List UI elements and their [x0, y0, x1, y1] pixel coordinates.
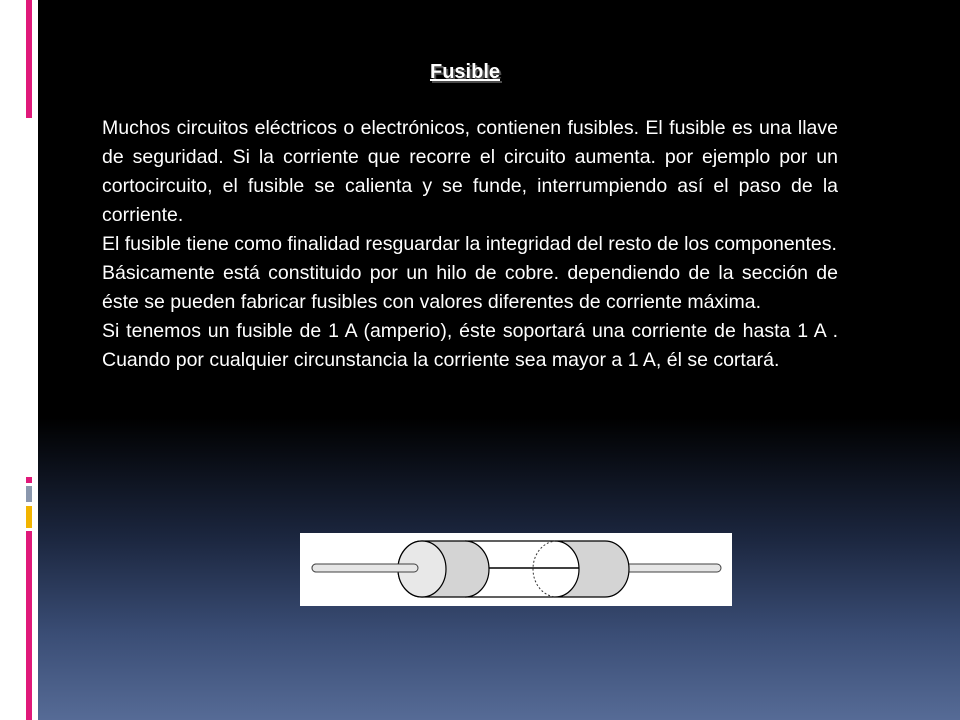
deco-bar-bottom-pink	[26, 531, 32, 720]
paragraph-2: El fusible tiene como finalidad resguardar la integridad del resto de los componentes.	[102, 233, 837, 255]
paragraph-4: Si tenemos un fusible de 1 A (amperio), éste soportará una corriente de hasta 1 A . Cuando por cualquier circunstancia la corriente sea mayor a 1 A, él se cortará.	[102, 320, 838, 371]
fuse-icon	[300, 533, 732, 606]
deco-bar-gold	[26, 506, 32, 528]
fuse-illustration	[300, 533, 732, 606]
deco-bar-pink	[26, 477, 32, 483]
slide-title: Fusible	[429, 61, 500, 83]
paragraph-3: Básicamente está constituido por un hilo de cobre. dependiendo de la sección de éste se pueden fabricar fusibles con valores diferentes de corriente máxima.	[102, 262, 838, 313]
paragraph-1: Muchos circuitos eléctricos o electrónicos, contienen fusibles. El fusible es una llave de seguridad. Si la corriente que recorre el circuito aumenta. por ejemplo por un cortocircuito, el fusible se calienta y se funde, interrumpiendo así el paso de la corriente.	[102, 117, 838, 226]
slide-body	[102, 114, 838, 375]
deco-bar-gray	[26, 486, 32, 502]
deco-bar-top-pink	[26, 0, 32, 118]
